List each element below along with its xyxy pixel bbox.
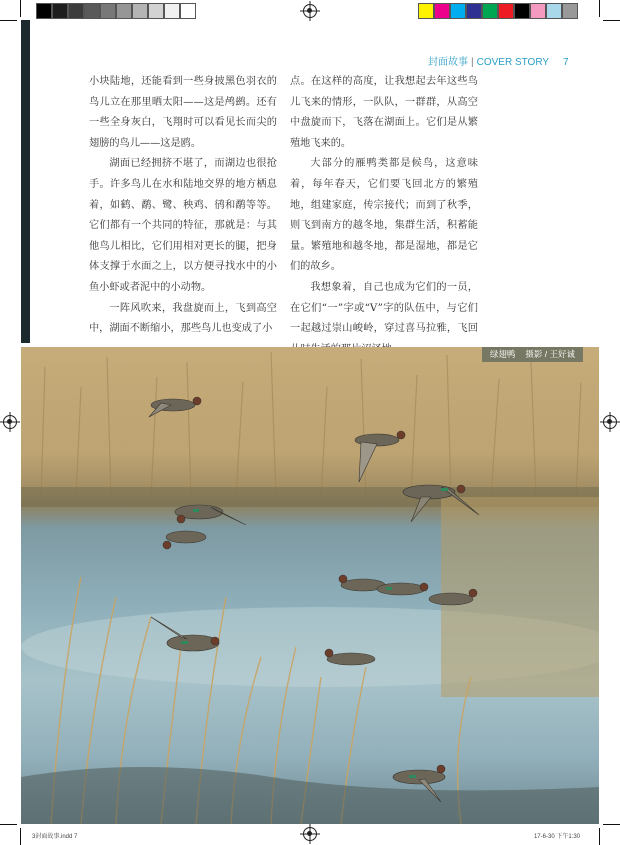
color-swatch [562, 3, 578, 19]
crop-mark [599, 828, 600, 845]
caption-species: 绿翅鸭 [489, 349, 516, 359]
photo-illustration [21, 347, 599, 824]
color-swatch [116, 3, 132, 19]
paragraph: 点。在这样的高度，让我想起去年这些鸟儿飞来的情形，一队队，一群群，从高空中盘旋而下，飞落在湖面上。它们是从繁殖地飞来的。 [290, 76, 478, 149]
file-slug: 3封面故事.indd 7 [32, 834, 78, 840]
grayscale-color-bar [36, 3, 196, 19]
color-swatch [546, 3, 562, 19]
crop-mark [20, 0, 21, 17]
print-timestamp: 17-6-30 下午1:30 [533, 834, 580, 840]
registration-mark-icon [303, 4, 317, 18]
registration-mark-icon [303, 827, 317, 841]
color-swatch [514, 3, 530, 19]
crop-mark [0, 824, 17, 825]
color-swatch [482, 3, 498, 19]
section-title: 封面故事 [428, 57, 468, 68]
caption-credit: 摄影 / 王好诚 [525, 349, 575, 359]
color-swatch [450, 3, 466, 19]
cmyk-color-bar [418, 3, 578, 19]
crop-mark [20, 828, 21, 845]
color-swatch [434, 3, 450, 19]
page-number: 7 [563, 57, 569, 68]
crop-mark [603, 20, 620, 21]
color-swatch [180, 3, 196, 19]
header-separator: | [471, 57, 474, 68]
crop-mark [603, 824, 620, 825]
color-swatch [36, 3, 52, 19]
article-column-left [89, 72, 277, 340]
running-header [428, 53, 569, 68]
paragraph: 小块陆地，还能看到一些身披黑色羽衣的鸟儿立在那里晒太阳——这是鸬鹚。还有一些全身灰白，飞翔时可以看见长而尖的翅膀的鸟儿——这是鸥。 [89, 76, 277, 149]
paragraph: 湖面已经拥挤不堪了，而湖边也很抢手。许多鸟儿在水和陆地交界的地方栖息着，如鹤、鹬、鹭、秧鸡、鸻和鹬等等。它们都有一个共同的特征，那就是：与其他鸟儿相比，它们用相对更长的腿，把身体支撑于水面之上，以方便寻找水中的小鱼小虾或者泥中的小动物。 [89, 158, 277, 293]
photo-caption [482, 347, 583, 362]
section-title-en: COVER STORY [476, 57, 550, 68]
page-edge-bar [21, 20, 30, 343]
paragraph: 大部分的雁鸭类都是候鸟，这意味着，每年春天，它们要飞回北方的繁殖地，组建家庭，传宗接代；而到了秋季，则飞到南方的越冬地，集群生活，积蓄能量。繁殖地和越冬地，都是湿地，都是它们的故乡。 [290, 158, 478, 273]
color-swatch [52, 3, 68, 19]
color-swatch [418, 3, 434, 19]
color-swatch [100, 3, 116, 19]
color-swatch [498, 3, 514, 19]
teal-flock-photo [21, 347, 599, 824]
color-swatch [148, 3, 164, 19]
registration-mark-icon [603, 415, 617, 429]
color-swatch [132, 3, 148, 19]
article-column-right [290, 72, 478, 360]
color-swatch [530, 3, 546, 19]
crop-mark [599, 0, 600, 17]
paragraph: 我想象着，自己也成为它们的一员，在它们“一”字或“V”字的队伍中，与它们一起越过崇山峻岭，穿过喜马拉雅，飞回 [290, 281, 478, 335]
color-swatch [164, 3, 180, 19]
color-swatch [68, 3, 84, 19]
registration-mark-icon [3, 415, 17, 429]
color-swatch [84, 3, 100, 19]
color-swatch [466, 3, 482, 19]
crop-mark [0, 20, 17, 21]
paragraph: 一阵风吹来，我盘旋而上，飞到高空中，湖面不断缩小，那些鸟儿也变成了小 [89, 302, 277, 335]
